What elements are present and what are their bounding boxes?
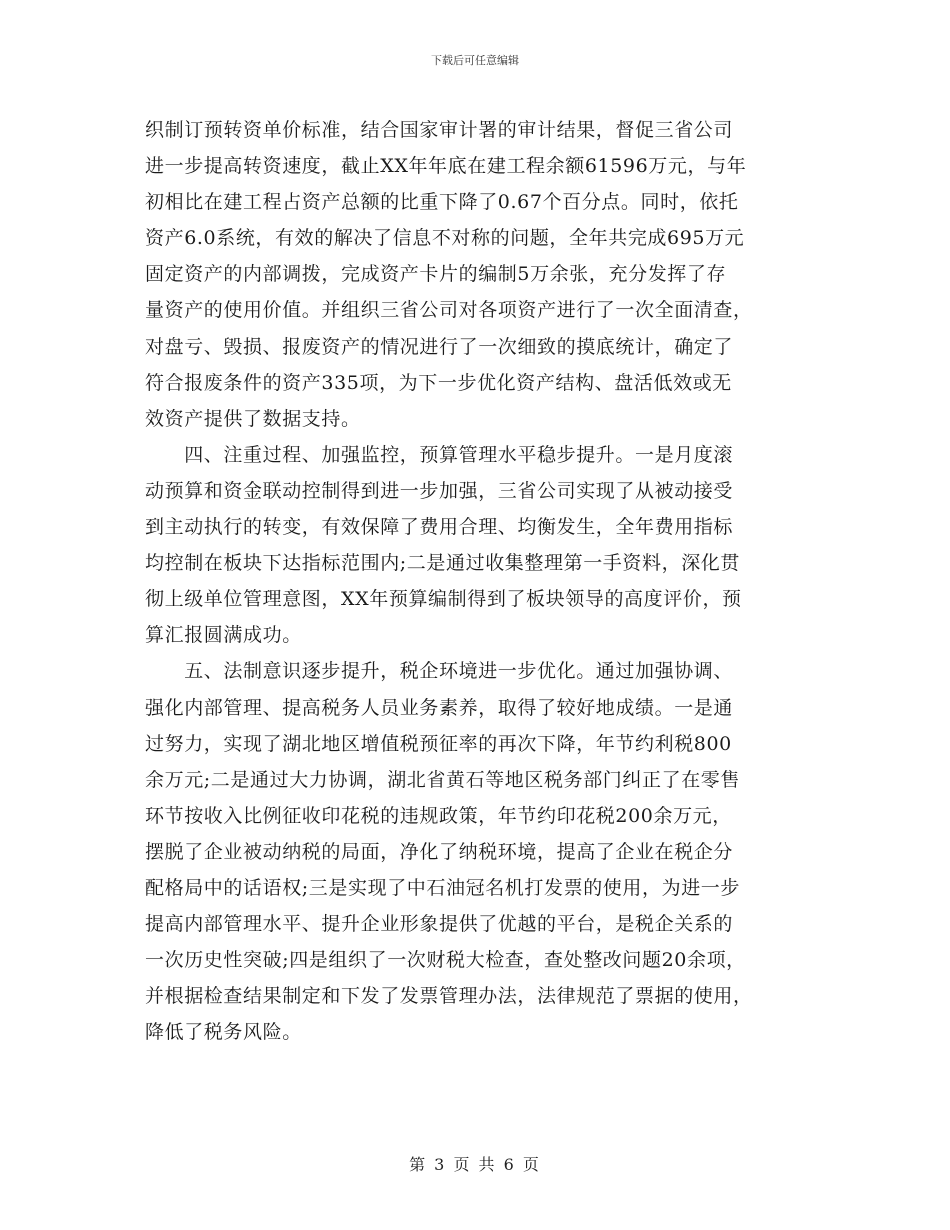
text-line: 四、注重过程、加强监控，预算管理水平稳步提升。一是月度滚 xyxy=(145,443,734,466)
text-line: 织制订预转资单价标准，结合国家审计署的审计结果，督促三省公司 xyxy=(145,119,734,141)
text-line: 并根据检查结果制定和下发了发票管理办法，法律规范了票据的使用， xyxy=(145,985,753,1008)
text-line: 算汇报圆满成功。 xyxy=(145,624,302,647)
text-line: 环节按收入比例征收印花税的违规政策，年节约印花税200余万元， xyxy=(145,804,732,827)
text-line: 资产6.0系统，有效的解决了信息不对称的问题，全年共完成695万元 xyxy=(145,227,745,250)
text-line: 到主动执行的转变，有效保障了费用合理、均衡发生，全年费用指标 xyxy=(145,516,734,539)
text-line: 配格局中的话语权;三是实现了中石油冠名机打发票的使用，为进一步 xyxy=(145,876,741,899)
text-line: 余万元;二是通过大力协调，湖北省黄石等地区税务部门纠正了在零售 xyxy=(145,768,741,791)
text-line: 提高内部管理水平、提升企业形象提供了优越的平台，是税企关系的 xyxy=(145,913,734,936)
text-line: 均控制在板块下达指标范围内;二是通过收集整理第一手资料，深化贯 xyxy=(145,552,741,575)
document-body xyxy=(145,112,807,1050)
text-line: 动预算和资金联动控制得到进一步加强，三省公司实现了从被动接受 xyxy=(145,479,734,502)
text-line: 初相比在建工程占资产总额的比重下降了0.67个百分点。同时，依托 xyxy=(145,191,739,214)
text-line: 进一步提高转资速度，截止XX年年底在建工程余额61596万元，与年 xyxy=(145,155,747,178)
text-line: 对盘亏、毁损、报废资产的情况进行了一次细致的摸底统计，确定了 xyxy=(145,335,734,358)
text-line: 一次历史性突破;四是组织了一次财税大检查，查处整改问题20余项， xyxy=(145,949,746,972)
text-line: 强化内部管理、提高税务人员业务素养，取得了较好地成绩。一是通 xyxy=(145,696,734,719)
text-line: 降低了税务风险。 xyxy=(145,1021,302,1044)
page-header: 下载后可任意编辑 xyxy=(431,54,519,67)
text-line: 过努力，实现了湖北地区增值税预征率的再次下降，年节约利税800 xyxy=(145,732,732,755)
text-line: 符合报废条件的资产335项，为下一步优化资产结构、盘活低效或无 xyxy=(145,371,732,394)
text-line: 彻上级单位管理意图，XX年预算编制得到了板块领导的高度评价，预 xyxy=(145,588,742,611)
text-line: 量资产的使用价值。并组织三省公司对各项资产进行了一次全面清查， xyxy=(145,299,753,322)
text-line: 五、法制意识逐步提升，税企环境进一步优化。通过加强协调、 xyxy=(145,660,734,683)
text-line: 摆脱了企业被动纳税的局面，净化了纳税环境，提高了企业在税企分 xyxy=(145,840,734,863)
page-number-footer: 第 3 页 共 6 页 xyxy=(409,1155,541,1174)
text-line: 效资产提供了数据支持。 xyxy=(145,407,361,430)
text-line: 固定资产的内部调拨，完成资产卡片的编制5万余张，充分发挥了存 xyxy=(145,263,727,286)
